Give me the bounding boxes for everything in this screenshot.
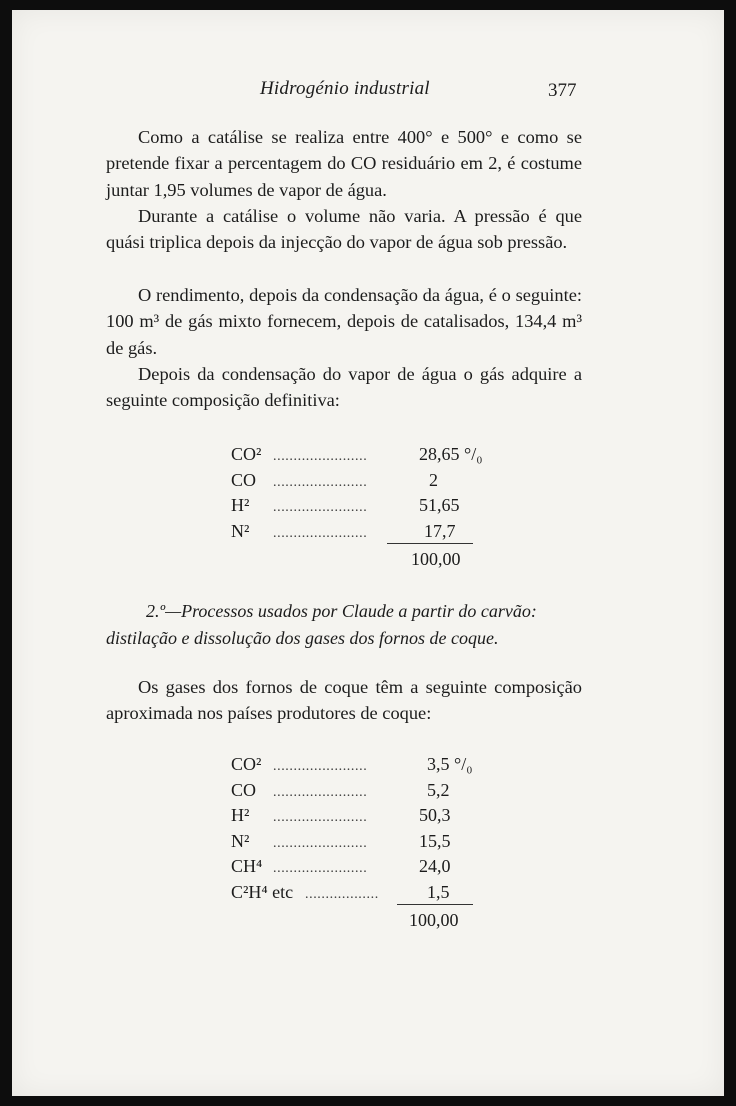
section-heading-line-2: distilação e dissolução dos gases dos fornos de coque. [106, 627, 499, 648]
paragraph-3 [106, 282, 582, 361]
paragraph-text: Como a catálise se realiza entre 400° e 500° e como se pretende fixar a percentagem do CO residuário em 2, é costume juntar 1,95 volumes de vapor de água. [106, 127, 582, 200]
section-heading [106, 598, 582, 651]
table-row [231, 778, 491, 804]
book-page [12, 10, 724, 1096]
paragraph-5 [106, 674, 582, 727]
gas-value: 1,5 [427, 881, 450, 902]
leader-dots: ....................... [273, 525, 368, 541]
leader-dots: ....................... [273, 500, 368, 515]
sum-rule [397, 904, 473, 905]
gas-value: 15,5 [419, 830, 451, 851]
table-row [231, 442, 491, 468]
leader-dots: ....................... [273, 449, 368, 464]
leader-dots: ....................... [273, 474, 368, 490]
gas-name: C²H⁴ etc [231, 881, 294, 902]
leader-dots: ....................... [273, 861, 368, 876]
table-row [231, 519, 491, 545]
table-row [231, 880, 491, 906]
leader-dots: ....................... [273, 784, 368, 800]
table-row [231, 468, 491, 494]
table-total: 100,00 [411, 549, 461, 569]
gas-name: CO [231, 469, 257, 490]
sum-rule [387, 543, 473, 544]
leader-dots: ....................... [273, 835, 368, 851]
composition-table-2 [231, 752, 491, 930]
gas-value: 5,2 [427, 779, 450, 800]
leader-dots: ....................... [273, 810, 368, 825]
leader-dots: ....................... [273, 759, 368, 774]
table-total: 100,00 [409, 910, 459, 930]
gas-name: H² [231, 805, 250, 825]
table-row [231, 493, 491, 519]
gas-name: CO² [231, 754, 262, 774]
composition-table-1 [231, 442, 491, 569]
running-header [12, 78, 724, 108]
gas-value: 2 [429, 469, 438, 490]
gas-name: H² [231, 495, 250, 515]
table-row [231, 752, 491, 778]
paragraph-text: Depois da condensação do vapor de água o gás adquire a seguinte composição definitiva: [106, 364, 582, 411]
gas-name: CO² [231, 444, 262, 464]
leader-dots: .................. [305, 886, 379, 902]
gas-name: N² [231, 520, 250, 541]
gas-name: CO [231, 779, 257, 800]
paragraph-text: Os gases dos fornos de coque têm a seguinte composição aproximada nos países produtores de coque: [106, 677, 582, 724]
table-row [231, 854, 491, 880]
table-row [231, 829, 491, 855]
running-title: Hidrogénio industrial [260, 78, 430, 99]
paragraph-text: Durante a catálise o volume não varia. A pressão é que quási triplica depois da injecção do vapor de água sob pressão. [106, 206, 582, 253]
gas-value: 50,3 [419, 805, 451, 825]
gas-value: 28,65 °/₀ [419, 444, 483, 464]
gas-name: CH⁴ [231, 856, 263, 876]
paragraph-4 [106, 361, 582, 414]
gas-value: 17,7 [424, 520, 456, 541]
section-heading-line-1: 2.º—Processos usados por Claude a partir do carvão: [146, 601, 537, 621]
paragraph-text: O rendimento, depois da condensação da água, é o seguinte: 100 m³ de gás mixto fornecem, depois de catalisados, 134,4 m³ de gás. [106, 285, 582, 358]
paragraph-1 [106, 124, 582, 203]
gas-value: 51,65 [419, 495, 460, 515]
page-number: 377 [548, 80, 577, 101]
gas-value: 24,0 [419, 856, 451, 876]
paragraph-2 [106, 203, 582, 256]
gas-name: N² [231, 830, 250, 851]
table-row [231, 803, 491, 829]
gas-value: 3,5 °/₀ [427, 754, 473, 774]
